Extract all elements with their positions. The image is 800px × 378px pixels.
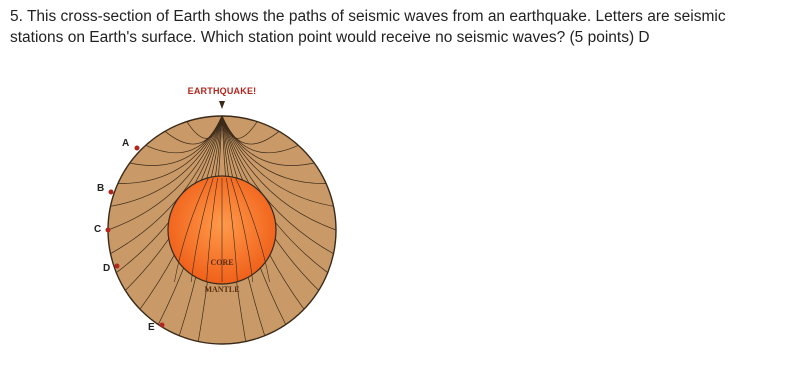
station-d-label: D — [103, 263, 111, 274]
station-b-marker — [109, 190, 114, 195]
mantle-label: MANTLE — [204, 285, 240, 294]
question-text: 5. This cross-section of Earth shows the paths of seismic waves from an earthquake. Letters are seismic stations on Earth's surface. Which station point would receive no seismic waves? (5 points) D — [10, 8, 726, 46]
core-label: CORE — [210, 258, 234, 267]
earth-cross-section-diagram — [80, 78, 360, 348]
station-a-marker — [135, 146, 140, 151]
earthquake-marker-icon — [219, 101, 225, 109]
station-a-label: A — [122, 138, 130, 149]
earthquake-label: EARTHQUAKE! — [187, 86, 257, 96]
station-c-marker — [106, 228, 111, 233]
station-e-label: E — [148, 322, 155, 333]
station-c-label: C — [94, 224, 102, 235]
station-b-label: B — [97, 183, 105, 194]
station-e-marker — [160, 323, 165, 328]
station-d-marker — [115, 264, 120, 269]
